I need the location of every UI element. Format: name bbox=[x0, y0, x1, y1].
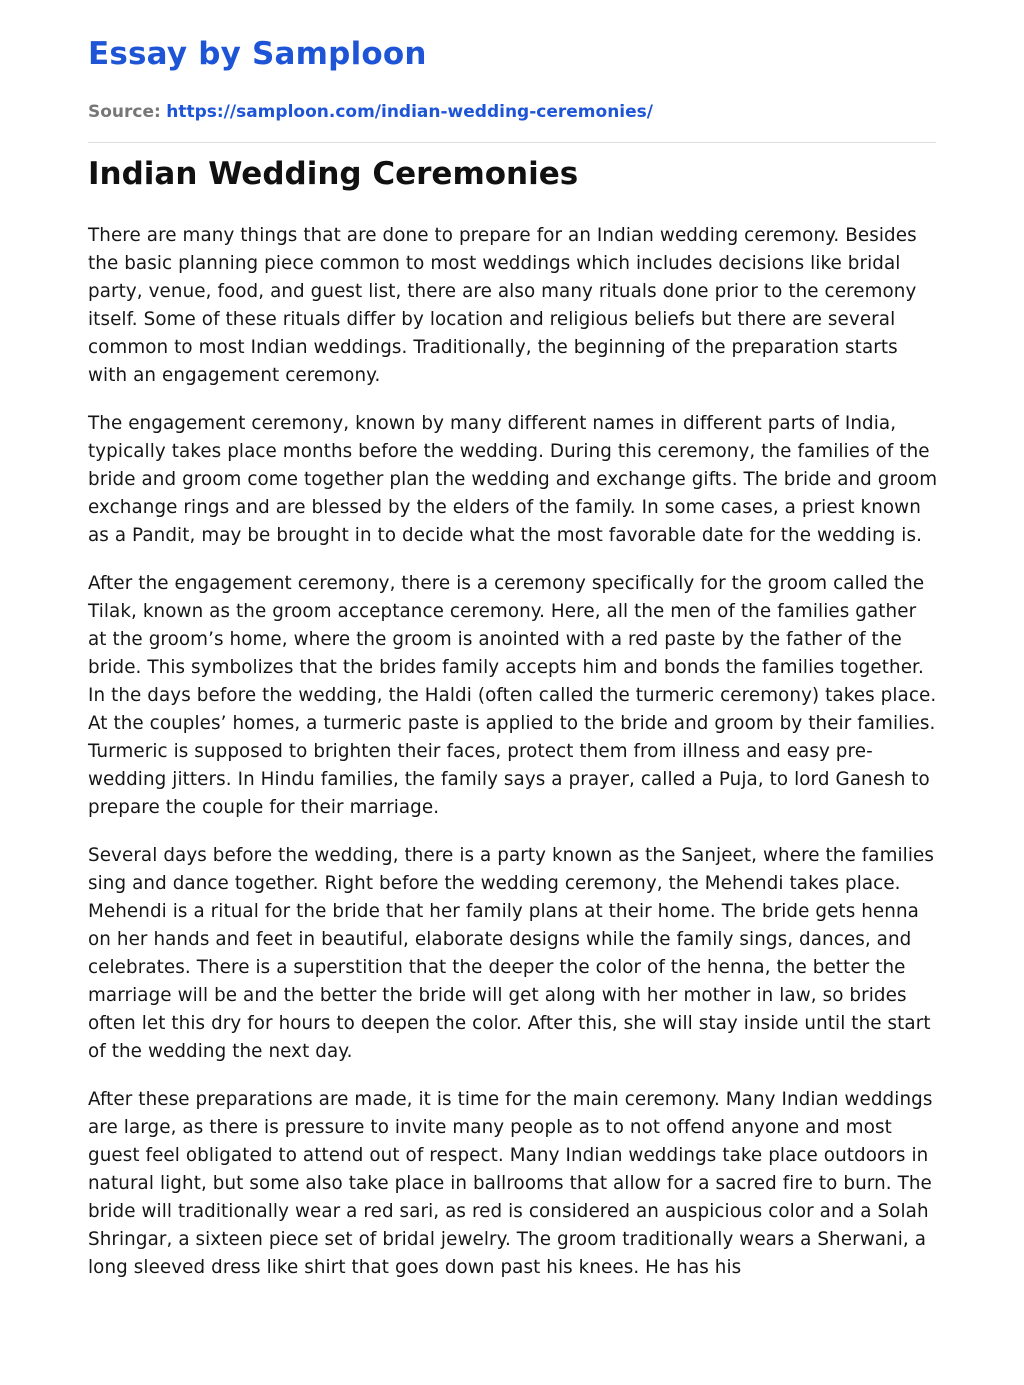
source-link[interactable]: https://samploon.com/indian-wedding-ceremonies/ bbox=[166, 102, 653, 122]
paragraph: There are many things that are done to prepare for an Indian wedding ceremony. Besides the basic planning piece common to most weddings which includes decisions like bridal party, venue, food, and guest list, there are also many rituals done prior to the ceremony itself. Some of these rituals differ by location and religious beliefs but there are several common to most Indian weddings. Traditionally, the beginning of the preparation starts with an engagement ceremony. bbox=[88, 225, 917, 386]
paragraph: Several days before the wedding, there is a party known as the Sanjeet, where the families sing and dance together. Right before the wedding ceremony, the Mehendi takes place. Mehendi is a ritual for the bride that her family plans at their home. The bride gets henna on her hands and feet in beautiful, elaborate designs while the family sings, dances, and celebrates. There is a superstition that the deeper the color of the henna, the better the marriage will be and the better the bride will get along with her mother in law, so brides often let this dry for hours to deepen the color. After this, she will stay inside until the start of the wedding the next day. bbox=[88, 845, 935, 1062]
paragraph: After the engagement ceremony, there is a ceremony specifically for the groom called the Tilak, known as the groom acceptance ceremony. Here, all the men of the families gather at the groom’s home, where the groom is anointed with a red paste by the father of the bride. This symbolizes that the brides family accepts him and bonds the families together. In the days before the wedding, the Haldi (often called the turmeric ceremony) takes place. At the couples’ homes, a turmeric paste is applied to the bride and groom by their families. Turmeric is supposed to brighten their faces, protect them from illness and easy pre-wedding jitters. In Hindu families, the family says a prayer, called a Puja, to lord Ganesh to prepare the couple for their marriage. bbox=[88, 573, 937, 818]
essay-title: Indian Wedding Ceremonies bbox=[88, 156, 579, 192]
essay-body bbox=[88, 222, 938, 1302]
site-brand: Essay by Samploon bbox=[88, 36, 427, 72]
paragraph: The engagement ceremony, known by many different names in different parts of India, typically takes place months before the wedding. During this ceremony, the families of the bride and groom come together plan the wedding and exchange gifts. The bride and groom exchange rings and are blessed by the elders of the family. In some cases, a priest known as a Pandit, may be brought in to decide what the most favorable date for the wedding is. bbox=[88, 413, 938, 546]
paragraph: After these preparations are made, it is time for the main ceremony. Many Indian weddings are large, as there is pressure to invite many people as to not offend anyone and most guest feel obligated to attend out of respect. Many Indian weddings take place outdoors in natural light, but some also take place in ballrooms that allow for a sacred fire to burn. The bride will traditionally wear a red sari, as red is considered an auspicious color and a Solah Shringar, a sixteen piece set of bridal jewelry. The groom traditionally wears a Sherwani, a long sleeved dress like shirt that goes down past his knees. He has his bbox=[88, 1089, 933, 1278]
source-line bbox=[88, 102, 653, 122]
source-label: Source: bbox=[88, 102, 161, 122]
header-divider bbox=[88, 142, 936, 143]
